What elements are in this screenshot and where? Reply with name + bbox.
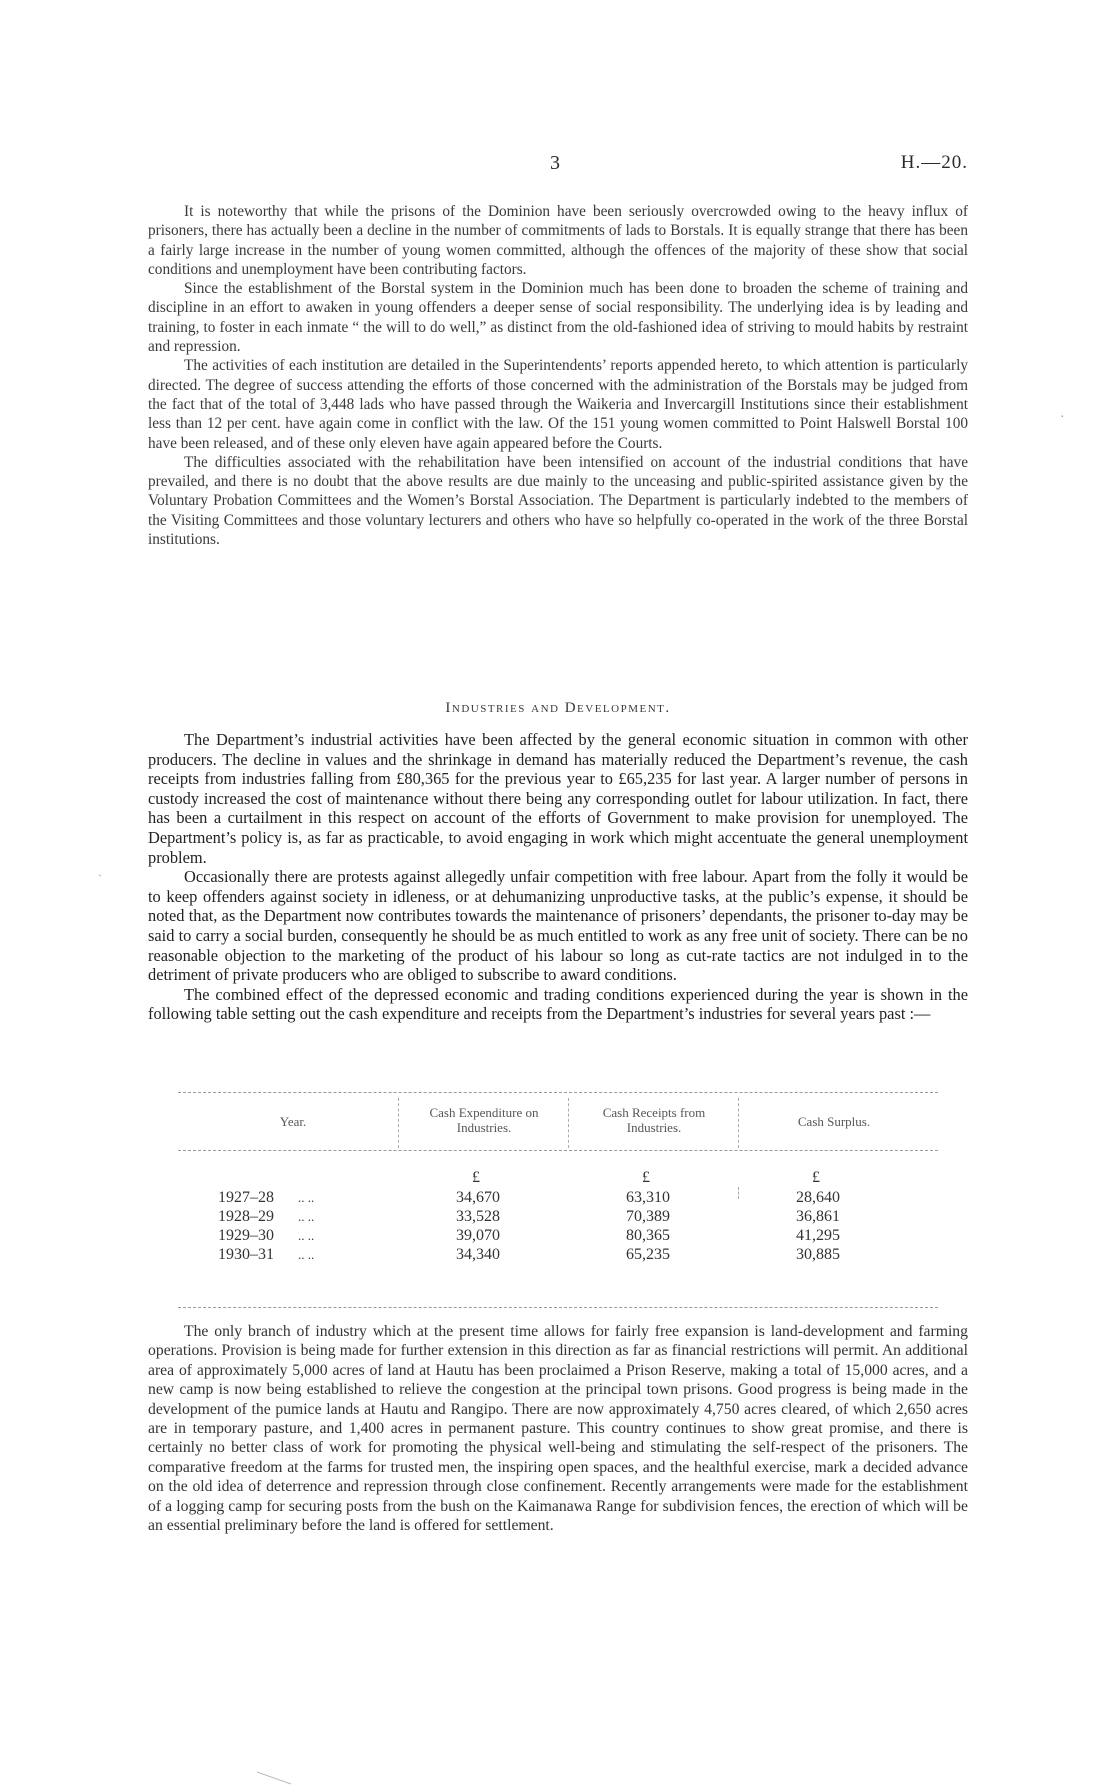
document-reference: H.—20. [900, 152, 968, 173]
cell-receipts: 80,365 [626, 1227, 670, 1244]
page-header [148, 152, 968, 182]
cell-surplus: 30,885 [796, 1246, 840, 1263]
table-header-rule [178, 1150, 938, 1151]
section-heading: Industries and Development. [445, 700, 671, 716]
currency-symbol: £ [642, 1169, 650, 1186]
cell-surplus: 36,861 [796, 1208, 840, 1225]
cell-receipts: 65,235 [626, 1246, 670, 1263]
cell-expenditure: 39,070 [456, 1227, 500, 1244]
industries-section [148, 730, 968, 1024]
scan-mark [255, 1770, 295, 1786]
column-divider [738, 1098, 739, 1148]
paragraph: Since the establishment of the Borstal system in the Dominion much has been done to broaden the scheme of training and discipline in an effort to awaken in young offenders a deeper sense of social responsibility. The underlying idea is by leading and training, to foster in each inmate “ the will to do well,” as distinct from the old-fashioned idea of striving to mould habits by restraint and repression. [148, 280, 968, 356]
table-top-rule [178, 1092, 938, 1093]
dot-leader: .. .. [298, 1190, 315, 1205]
industries-table [148, 1092, 968, 1312]
table-row-year: 1929–30 [218, 1227, 274, 1244]
cell-receipts: 70,389 [626, 1208, 670, 1225]
column-divider [398, 1098, 399, 1148]
table-bottom-rule [178, 1307, 938, 1308]
paragraph: The only branch of industry which at the present time allows for fairly free expansion is land-development and farming operations. Provision is being made for further extension in this direction as far as financial restrictions will permit. An additional area of approximately 5,000 acres of land at Hautu has been proclaimed a Prison Reserve, making a total of 15,000 acres, and a new camp is now being established to relieve the congestion at the principal town prisons. Good progress is being made in the development of the pumice lands at Hautu and Rangipo. There are now approximately 4,750 acres cleared, of which 2,650 acres are in temporary pasture, and 1,400 acres in permanent pasture. This country continues to show great promise, and there is certainly no better class of work for promoting the physical well-being and stimulating the self-respect of the prisoners. The comparative freedom at the farms for trusted men, the inspiring open spaces, and the healthful exercise, mark a decided advance on the old idea of deterrence and repression through close confinement. Recently arrangements were made for the establishment of a logging camp for securing posts from the bush on the Kaimanawa Range for subdivision fences, the erection of which will be an essential preliminary before the land is offered for settlement. [148, 1323, 968, 1535]
cell-surplus: 28,640 [796, 1189, 840, 1206]
paragraph: The Department’s industrial activities have been affected by the general economic situation in common with other producers. The decline in values and the shrinkage in demand has materially reduced the Department’s revenue, the cash receipts from industries falling from £80,365 for the previous year to £65,235 for last year. A larger number of persons in custody increased the cost of maintenance without there being any corresponding outlet for labour utilization. In fact, there has been a curtailment in this respect on account of the efforts of Government to make provision for unemployed. The Department’s policy is, as far as practicable, to avoid engaging in work which might accentuate the general unemployment problem. [148, 730, 968, 867]
header-surplus: Cash Surplus. [797, 1114, 871, 1129]
table-row-year: 1927–28 [218, 1189, 274, 1206]
dot-leader: .. .. [298, 1228, 315, 1243]
paragraph: The activities of each institution are detailed in the Superintendents’ reports appended hereto, to which attention is particularly directed. The degree of success attending the efforts of those concerned with the administration of the Borstals may be judged from the fact that of the total of 3,448 lads who have passed through the Waikeria and Invercargill Institutions since their establishment less than 12 per cent. have again come in conflict with the law. Of the 151 young women committed to Point Halswell Borstal 100 have been released, and of these only eleven have again appeared before the Courts. [148, 357, 968, 452]
dot-leader: .. .. [298, 1247, 315, 1262]
column-divider [568, 1098, 569, 1148]
land-development-section [148, 1322, 968, 1535]
paragraph: Occasionally there are protests against allegedly unfair competition with free labour. Apart from the folly it would be to keep offenders against society in idleness, or at dehumanizing unproductive tasks, at the public’s expense, it should be noted that, as the Department now contributes towards the maintenance of prisoners’ dependants, the prisoner to-day may be said to carry a social burden, consequently he should be as much entitled to work as any free unit of society. There can be no reasonable objection to the marketing of the product of his labour so long as cut-rate tactics are not indulged in to the detriment of private producers who are obliged to subscribe to award conditions. [148, 867, 968, 985]
header-year: Year. [279, 1114, 307, 1129]
cell-expenditure: 34,340 [456, 1246, 500, 1263]
header-receipts: Cash Receipts from Industries. [602, 1105, 706, 1135]
table-row-year: 1928–29 [218, 1208, 274, 1225]
currency-symbol: £ [812, 1169, 820, 1186]
cell-expenditure: 34,670 [456, 1189, 500, 1206]
borstal-section [148, 202, 968, 549]
table-row-year: 1930–31 [218, 1246, 274, 1263]
header-expenditure: Cash Expenditure on Industries. [429, 1105, 539, 1135]
paragraph: It is noteworthy that while the prisons of the Dominion have been seriously overcrowded owing to the heavy influx of prisoners, there has actually been a decline in the number of commitments of lads to Borstals. It is equally strange that there has been a fairly large increase in the number of young women committed, although the offences of the majority of these show that social conditions and unemployment have been contributing factors. [148, 203, 968, 278]
page-number: 3 [550, 152, 561, 174]
cell-surplus: 41,295 [796, 1227, 840, 1244]
cell-expenditure: 33,528 [456, 1208, 500, 1225]
scan-mark: ˋ [98, 872, 102, 886]
scan-mark: · [1060, 410, 1065, 425]
paragraph: The difficulties associated with the rehabilitation have been intensified on account of the industrial conditions that have prevailed, and there is no doubt that the above results are due mainly to the unceasing and public-spirited assistance given by the Voluntary Probation Committees and the Women’s Borstal Association. The Department is particularly indebted to the members of the Visiting Committees and those voluntary lecturers and others who have so helpfully co-operated in the work of the three Borstal institutions. [148, 453, 968, 549]
currency-symbol: £ [472, 1169, 480, 1186]
paragraph: The combined effect of the depressed economic and trading conditions experienced during the year is shown in the following table setting out the cash expenditure and receipts from the Department’s industries for several years past :— [148, 984, 968, 1024]
cell-receipts: 63,310 [626, 1189, 670, 1206]
dot-leader: .. .. [298, 1209, 315, 1224]
